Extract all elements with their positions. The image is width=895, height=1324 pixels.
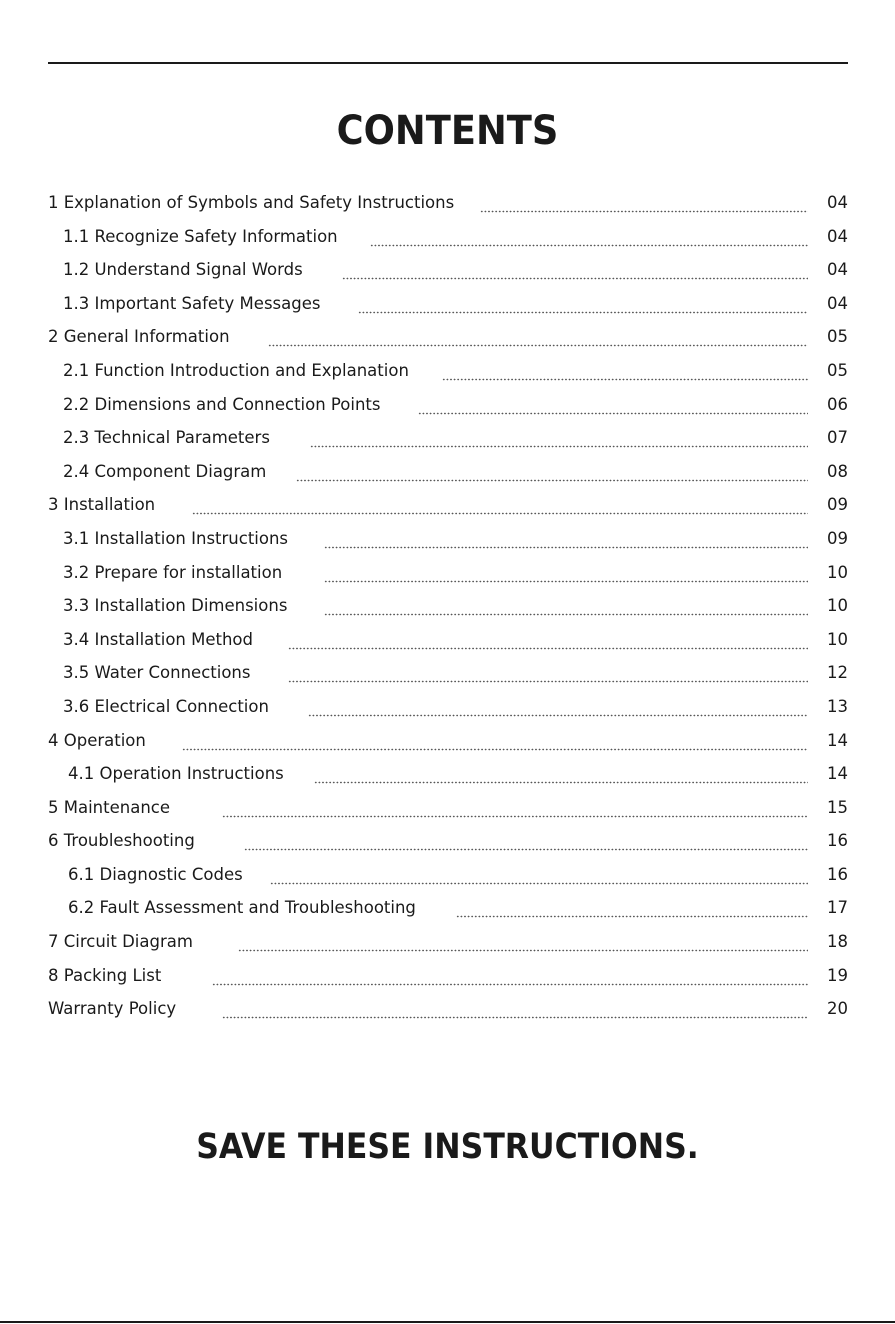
toc-entry[interactable] [48, 556, 848, 590]
toc-dot-leader [222, 992, 808, 1026]
toc-entry[interactable] [48, 891, 848, 925]
toc-dot-leader [314, 757, 808, 791]
toc-dot-leader [182, 724, 808, 758]
toc-dot-leader [212, 959, 808, 993]
toc-dot-leader [310, 421, 808, 455]
toc-entry[interactable] [48, 589, 848, 623]
toc-dot-leader [456, 891, 808, 925]
toc-entry[interactable] [48, 757, 848, 791]
toc-page-number: 16 [827, 864, 848, 884]
toc-entry[interactable] [48, 858, 848, 892]
toc-entry[interactable] [48, 421, 848, 455]
toc-page-number: 14 [827, 730, 848, 750]
toc-dot-leader [270, 858, 808, 892]
toc-entry-label: 1.2 Understand Signal Words [63, 260, 303, 280]
toc-entry-label: 3.3 Installation Dimensions [63, 596, 288, 616]
toc-entry[interactable] [48, 320, 848, 354]
toc-entry[interactable] [48, 488, 848, 522]
toc-entry[interactable] [48, 522, 848, 556]
toc-dot-leader [442, 354, 808, 388]
toc-entry-label: 2.1 Function Introduction and Explanation [63, 360, 409, 380]
toc-entry-label: 1.3 Important Safety Messages [63, 293, 321, 313]
toc-page-number: 04 [827, 193, 848, 212]
toc-page-number: 05 [827, 360, 848, 380]
toc-entry-label: 4 Operation [48, 730, 146, 750]
toc-entry-label: 7 Circuit Diagram [48, 932, 193, 952]
toc-dot-leader [480, 186, 808, 220]
toc-dot-leader [222, 791, 808, 825]
toc-entry[interactable] [48, 992, 848, 1026]
toc-entry[interactable] [48, 959, 848, 993]
toc-entry[interactable] [48, 186, 848, 220]
toc-dot-leader [370, 220, 808, 254]
toc-entry-label: 3.2 Prepare for installation [63, 562, 283, 582]
toc-entry[interactable] [48, 623, 848, 657]
toc-dot-leader [296, 455, 808, 489]
toc-page-number: 15 [827, 797, 848, 817]
toc-entry[interactable] [48, 253, 848, 287]
toc-entry[interactable] [48, 724, 848, 758]
toc-dot-leader [244, 824, 808, 858]
toc-dot-leader [342, 253, 808, 287]
toc-entry[interactable] [48, 791, 848, 825]
toc-page-number: 10 [827, 562, 848, 582]
toc-entry-label: 6.1 Diagnostic Codes [68, 864, 243, 884]
toc-entry[interactable] [48, 354, 848, 388]
toc-page-number: 14 [827, 764, 848, 784]
toc-dot-leader [324, 589, 808, 623]
toc-entry-label: 5 Maintenance [48, 797, 171, 817]
toc-page-number: 05 [827, 327, 848, 347]
toc-page-number: 17 [827, 898, 848, 918]
toc-entry-label: 2 General Information [48, 327, 230, 347]
toc-dot-leader [268, 320, 808, 354]
toc-dot-leader [358, 287, 808, 321]
toc-page-number: 13 [827, 696, 848, 716]
toc-page-number: 10 [827, 596, 848, 616]
toc-page-number: 04 [827, 226, 848, 246]
toc-entry[interactable] [48, 388, 848, 422]
toc-entry[interactable] [48, 656, 848, 690]
toc-page-number: 09 [827, 495, 848, 515]
toc-entry-label: 8 Packing List [48, 965, 162, 985]
toc-dot-leader [418, 388, 808, 422]
toc-entry-label: 3.6 Electrical Connection [63, 696, 269, 716]
top-divider [48, 62, 848, 64]
toc-dot-leader [324, 556, 808, 590]
toc-entry[interactable] [48, 925, 848, 959]
toc-entry[interactable] [48, 220, 848, 254]
toc-entry-label: 3.1 Installation Instructions [63, 528, 289, 548]
toc-entry-label: 3 Installation [48, 495, 156, 515]
toc-page-number: 20 [827, 999, 848, 1019]
toc-page-number: 06 [827, 394, 848, 414]
toc-entry-label: 3.5 Water Connections [63, 663, 251, 683]
toc-page-number: 19 [827, 965, 848, 985]
toc-entry-label: 6.2 Fault Assessment and Troubleshooting [68, 898, 416, 918]
page-title: CONTENTS [336, 108, 559, 154]
toc-entry-label: 1 Explanation of Symbols and Safety Instructions [48, 193, 455, 212]
toc-dot-leader [238, 925, 808, 959]
toc-entry-label: 3.4 Installation Method [63, 629, 253, 649]
toc-page-number: 07 [827, 428, 848, 448]
toc-page-number: 12 [827, 663, 848, 683]
toc-entry-label: 2.3 Technical Parameters [63, 428, 270, 448]
toc-entry-label: 2.2 Dimensions and Connection Points [63, 394, 381, 414]
save-instructions-note: SAVE THESE INSTRUCTIONS. [196, 1127, 699, 1167]
toc-dot-leader [288, 656, 808, 690]
toc-entry[interactable] [48, 690, 848, 724]
table-of-contents [48, 186, 848, 1026]
toc-page-number: 04 [827, 260, 848, 280]
toc-entry[interactable] [48, 824, 848, 858]
toc-page-number: 08 [827, 461, 848, 481]
toc-page-number: 09 [827, 528, 848, 548]
toc-entry[interactable] [48, 455, 848, 489]
toc-entry[interactable] [48, 287, 848, 321]
toc-dot-leader [192, 488, 808, 522]
toc-entry-label: Warranty Policy [48, 999, 177, 1019]
bottom-divider [0, 1321, 895, 1323]
toc-dot-leader [308, 690, 808, 724]
toc-entry-label: 6 Troubleshooting [48, 831, 195, 851]
toc-page-number: 18 [827, 932, 848, 952]
toc-page-number: 04 [827, 293, 848, 313]
toc-entry-label: 1.1 Recognize Safety Information [63, 226, 338, 246]
toc-page-number: 10 [827, 629, 848, 649]
toc-entry-label: 4.1 Operation Instructions [68, 764, 284, 784]
toc-dot-leader [324, 522, 808, 556]
toc-page-number: 16 [827, 831, 848, 851]
toc-dot-leader [288, 623, 808, 657]
toc-entry-label: 2.4 Component Diagram [63, 461, 267, 481]
